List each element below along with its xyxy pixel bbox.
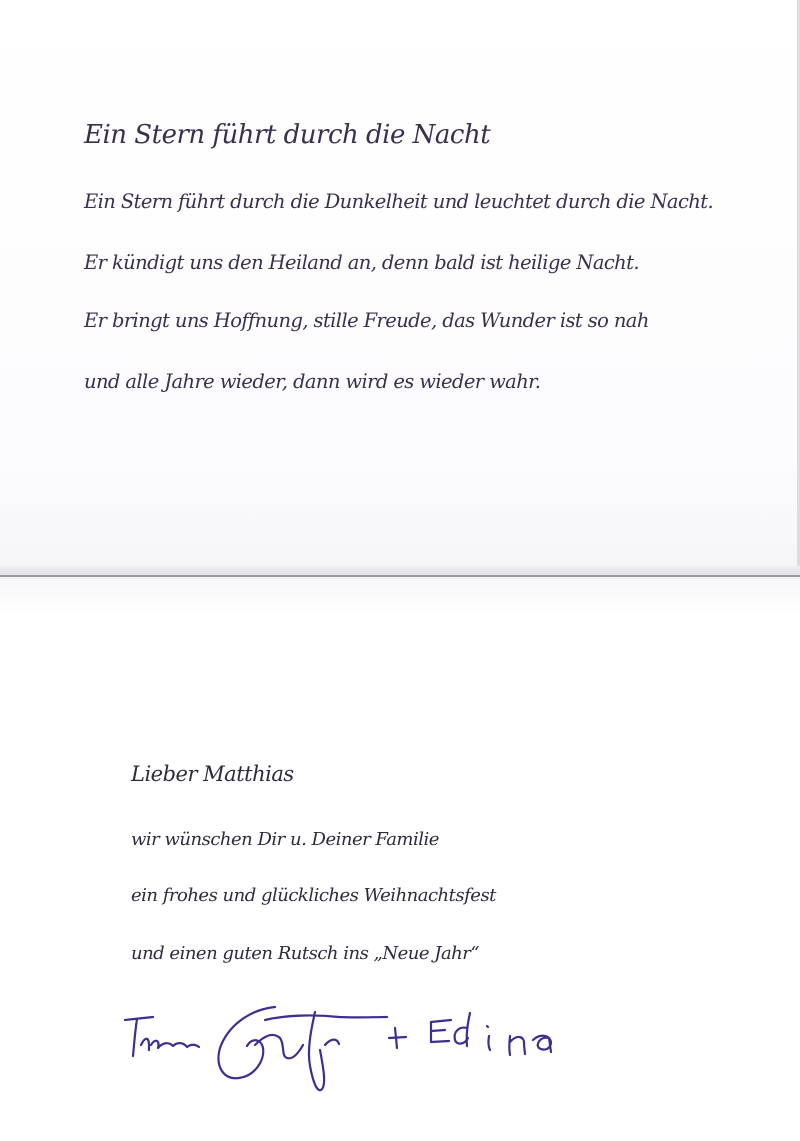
greeting-line-2: ein frohes und glückliches Weihnachtsfest: [131, 885, 496, 906]
greeting-line-1: wir wünschen Dir u. Deiner Familie: [131, 829, 439, 850]
handwritten-signature: [115, 990, 595, 1100]
poem-line-4: und alle Jahre wieder, dann wird es wieder wahr.: [84, 370, 541, 393]
greeting-line-3: und einen guten Rutsch ins „Neue Jahr“: [131, 943, 480, 964]
poem-line-1: Ein Stern führt durch die Dunkelheit und leuchtet durch die Nacht.: [84, 190, 714, 213]
poem-line-2: Er kündigt uns den Heiland an, denn bald ist heilige Nacht.: [84, 251, 639, 274]
card-fold-edge: [0, 575, 800, 577]
greeting-salutation: Lieber Matthias: [131, 762, 294, 786]
poem-title: Ein Stern führt durch die Nacht: [84, 120, 491, 150]
card-fold: [0, 566, 800, 580]
poem-line-3: Er bringt uns Hoffnung, stille Freude, das Wunder ist so nah: [84, 309, 649, 332]
card-front-panel: [0, 0, 800, 566]
